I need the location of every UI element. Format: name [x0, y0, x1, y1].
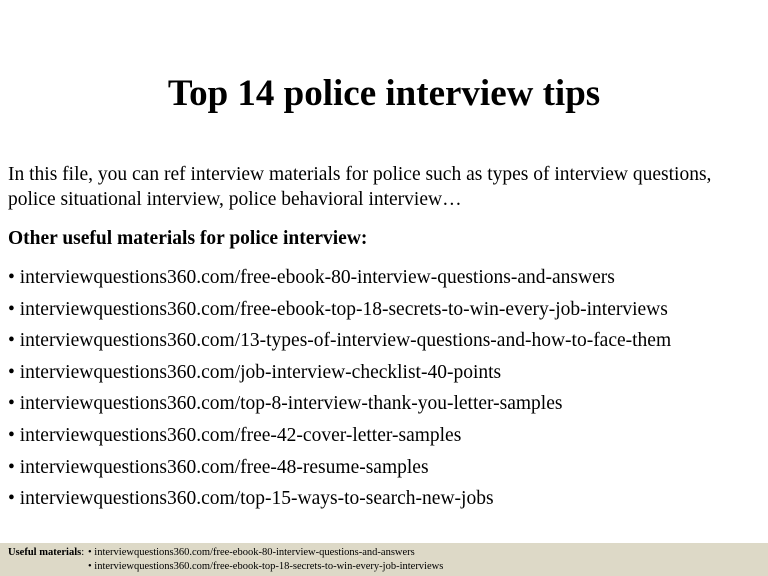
- footer-link[interactable]: • interviewquestions360.com/free-ebook-top-18-secrets-to-win-every-job-interviews: [88, 561, 444, 572]
- footer-label-text: Useful materials: [8, 547, 82, 558]
- footer-label: [8, 547, 84, 558]
- footer-bar: [0, 543, 768, 576]
- list-item-link[interactable]: • interviewquestions360.com/free-48-resume-samples: [8, 456, 429, 478]
- list-item-link[interactable]: • interviewquestions360.com/top-8-interview-thank-you-letter-samples: [8, 393, 563, 415]
- list-item-link[interactable]: • interviewquestions360.com/13-types-of-interview-questions-and-how-to-face-them: [8, 330, 672, 352]
- link-list: [8, 264, 671, 517]
- footer-colon: :: [81, 547, 85, 558]
- footer-link[interactable]: • interviewquestions360.com/free-ebook-80-interview-questions-and-answers: [88, 547, 415, 558]
- subheading: Other useful materials for police interview:: [8, 228, 368, 249]
- list-item-link[interactable]: • interviewquestions360.com/free-42-cover-letter-samples: [8, 424, 462, 446]
- page-title: Top 14 police interview tips: [167, 73, 601, 114]
- intro-paragraph: In this file, you can ref interview materials for police such as types of interview questions, police situational interview, police behavioral interview…: [8, 164, 712, 210]
- list-item-link[interactable]: • interviewquestions360.com/top-15-ways-to-search-new-jobs: [8, 488, 494, 510]
- list-item-link[interactable]: • interviewquestions360.com/free-ebook-top-18-secrets-to-win-every-job-interviews: [8, 298, 668, 320]
- list-item-link[interactable]: • interviewquestions360.com/job-interview-checklist-40-points: [8, 361, 502, 383]
- list-item-link[interactable]: • interviewquestions360.com/free-ebook-80-interview-questions-and-answers: [8, 267, 615, 288]
